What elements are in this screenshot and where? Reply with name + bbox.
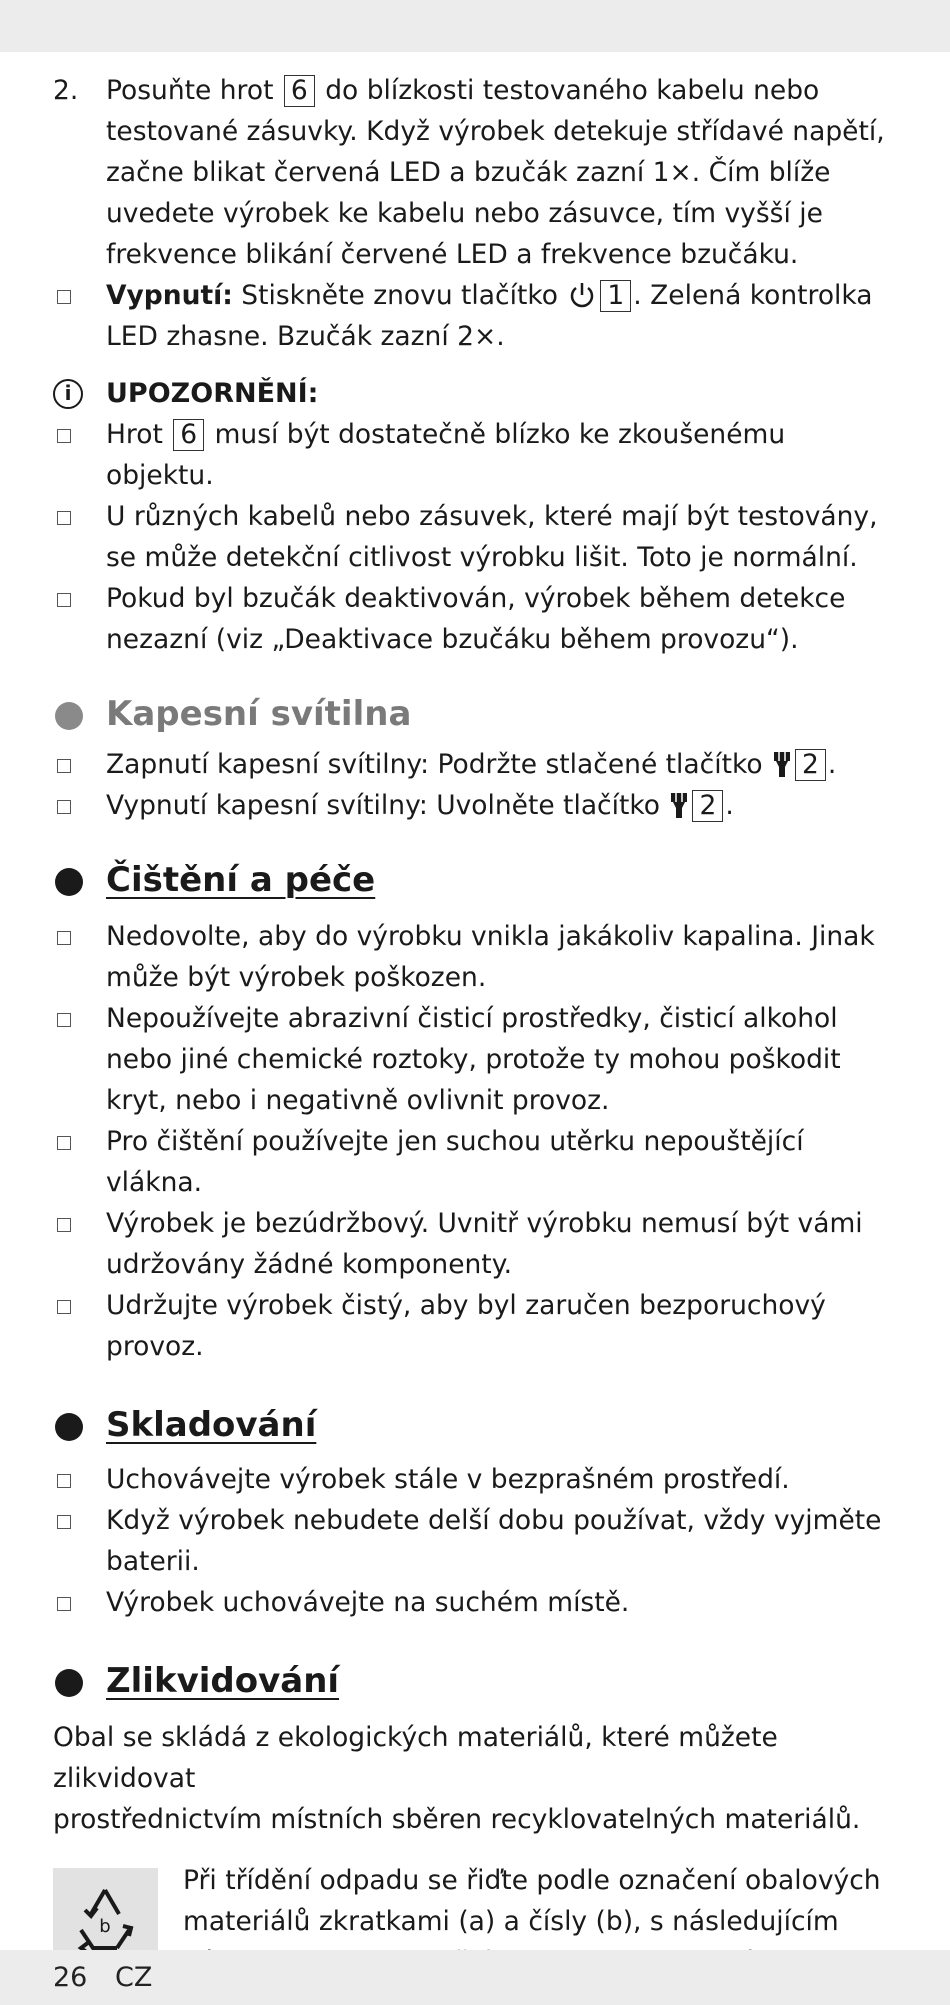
checkbox-bullet bbox=[57, 290, 71, 304]
cleaning-item-1: Nedovolte, aby do výrobku vnikla jakákoliv kapalina. Jinak může být výrobek poškozen. bbox=[53, 916, 898, 998]
part-number-box: 6 bbox=[173, 419, 204, 451]
page-content bbox=[53, 70, 898, 2005]
checkbox-bullet bbox=[57, 759, 71, 773]
cleaning-item-4: Výrobek je bezúdržbový. Uvnitř výrobku nemusí být vámi udržovány žádné komponenty. bbox=[53, 1203, 898, 1285]
checkbox-bullet bbox=[57, 1300, 71, 1314]
section-heading-flashlight: Kapesní svítilna bbox=[53, 690, 898, 738]
recycle-label-b: b bbox=[99, 1916, 111, 1937]
storage-item-2: Když výrobek nebudete delší dobu používat, vždy vyjměte baterii. bbox=[53, 1500, 898, 1582]
checkbox-bullet bbox=[57, 1218, 71, 1232]
step-2-line-1: Posuňte hrot 6 do blízkosti testovaného kabelu nebo bbox=[106, 75, 820, 106]
part-number-box: 6 bbox=[284, 75, 315, 107]
notice-item-1: Hrot 6 musí být dostatečně blízko ke zkoušenému objektu. bbox=[53, 414, 898, 496]
storage-item-3: Výrobek uchovávejte na suchém místě. bbox=[53, 1582, 898, 1623]
checkbox-bullet bbox=[57, 593, 71, 607]
part-number-box: 1 bbox=[600, 280, 631, 312]
step-2 bbox=[53, 70, 898, 275]
flashlight-off-item: Vypnutí kapesní svítilny: Uvolněte tlačítko 2 . bbox=[53, 785, 898, 826]
checkbox-bullet bbox=[57, 429, 71, 443]
checkbox-bullet bbox=[57, 931, 71, 945]
recycle-note: b Při třídění odpadu se řiďte podle označení obalových materiálů zkratkami (a) a čísly (b), s následujícím bbox=[53, 1860, 898, 2005]
part-number-box: 2 bbox=[692, 790, 723, 822]
checkbox-bullet bbox=[57, 1515, 71, 1529]
notice-heading: i UPOZORNĚNÍ: bbox=[53, 373, 898, 414]
checkbox-bullet bbox=[57, 1013, 71, 1027]
section-heading-cleaning: Čištění a péče bbox=[53, 856, 898, 904]
checkbox-bullet bbox=[57, 800, 71, 814]
part-number-box: 2 bbox=[795, 749, 826, 781]
storage-item-1: Uchovávejte výrobek stále v bezprašném prostředí. bbox=[53, 1459, 898, 1500]
language-code: CZ bbox=[115, 1962, 153, 1993]
flashlight-icon bbox=[670, 791, 688, 819]
section-bullet bbox=[55, 1413, 83, 1441]
section-heading-disposal: Zlikvidování bbox=[53, 1657, 898, 1705]
flashlight-on-item: Zapnutí kapesní svítilny: Podržte stlačené tlačítko 2 . bbox=[53, 744, 898, 785]
cleaning-item-2: Nepoužívejte abrazivní čisticí prostředky, čisticí alkohol nebo jiné chemické roztoky, protože ty mohou poškodit kryt, nebo i negativně ovlivnit provoz. bbox=[53, 998, 898, 1121]
step-2-line-2: testované zásuvky. Když výrobek detekuje střídavé napětí, bbox=[106, 116, 885, 147]
step-2-line-4: uvedete výrobek ke kabelu nebo zásuvce, tím vyšší je bbox=[106, 198, 823, 229]
step-2-line-5: frekvence blikání červené LED a frekvence bzučáku. bbox=[106, 239, 799, 270]
page-number: 26 bbox=[53, 1962, 88, 1993]
checkbox-bullet bbox=[57, 1597, 71, 1611]
checkbox-bullet bbox=[57, 1474, 71, 1488]
checkbox-bullet bbox=[57, 511, 71, 525]
section-bullet bbox=[55, 868, 83, 896]
cleaning-item-5: Udržujte výrobek čistý, aby byl zaručen bezporuchový provoz. bbox=[53, 1285, 898, 1367]
notice-item-2: U různých kabelů nebo zásuvek, které mají být testovány, se může detekční citlivost výrobku lišit. Toto je normální. bbox=[53, 496, 898, 578]
power-off-label: Vypnutí: bbox=[106, 280, 233, 311]
top-bar bbox=[0, 0, 950, 52]
notice-item-3: Pokud byl bzučák deaktivován, výrobek během detekce nezazní (viz „Deaktivace bzučáku během provozu“). bbox=[53, 578, 898, 660]
step-2-line-3: začne blikat červená LED a bzučák zazní 1×. Čím blíže bbox=[106, 157, 831, 188]
info-icon: i bbox=[53, 379, 83, 409]
section-bullet bbox=[55, 702, 83, 730]
section-bullet bbox=[55, 1669, 83, 1697]
footer-bar bbox=[0, 1950, 950, 2005]
step-number: 2. bbox=[53, 75, 79, 106]
power-off-item: Vypnutí: Stiskněte znovu tlačítko 1 . Zelená kontrolka LED zhasne. Bzučák zazní 2×. bbox=[53, 275, 898, 357]
power-icon bbox=[568, 281, 596, 309]
disposal-paragraph: Obal se skládá z ekologických materiálů, které můžete zlikvidovat prostřednictvím místních sběren recyklovatelných materiálů. bbox=[53, 1722, 861, 1835]
checkbox-bullet bbox=[57, 1136, 71, 1150]
section-heading-storage: Skladování bbox=[53, 1401, 898, 1449]
flashlight-icon bbox=[773, 750, 791, 778]
cleaning-item-3: Pro čištění používejte jen suchou utěrku nepouštějící vlákna. bbox=[53, 1121, 898, 1203]
